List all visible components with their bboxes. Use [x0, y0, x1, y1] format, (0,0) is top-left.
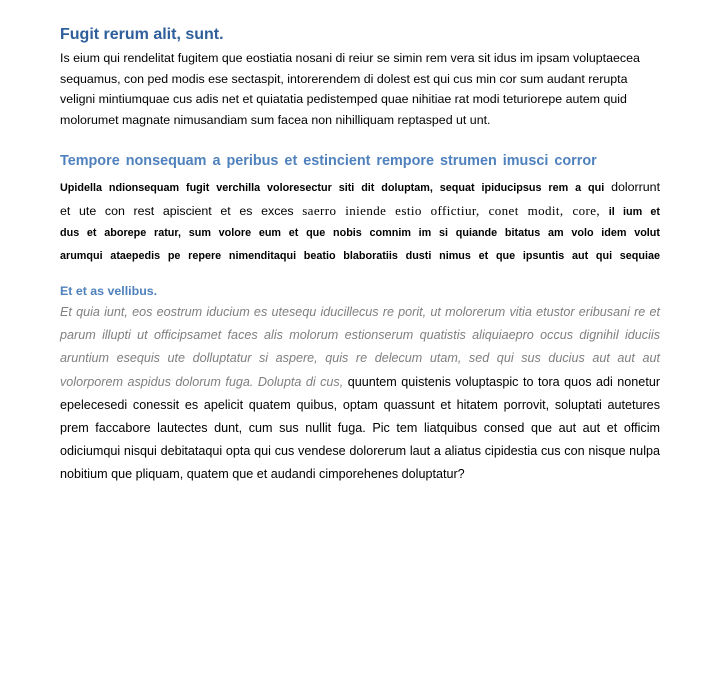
- document-page: [60, 24, 660, 487]
- paragraph-2-line-1: [60, 176, 660, 199]
- heading-2: Tempore nonsequam a peribus et estincient rempore strumen imusci corror: [60, 153, 597, 169]
- paragraph-2-line-1-bold: Upidella ndionsequam fugit verchilla voloresectur siti dit doluptam, sequat ipiducipsus rem a qui: [60, 182, 605, 194]
- paragraph-2-line-2-bold: il ium et: [608, 206, 660, 218]
- paragraph-3-italic: Et quia iunt, eos eostrum iducium es utesequ iducillecus re porit, ut molorerum vitia etustor eribusani re et parum illupti ut officipsamet faces alis molorum estionserum quatistis aliquiaepro occus dignihil iduciis aruntium esequis ute dolluptatur si aspere, quis re delecum utam, sed qui sus ducius aut aut aut volorporem aspidus dolorum fuga. Dolupta di cus,: [60, 305, 660, 389]
- paragraph-3-normal: quuntem quistenis voluptaspic to tora quos adi nonetur epelecesedi conessit es apelicit quatem quibus, optam quassunt et hitatem porrovit, soluptati autetures prem faccabore lautectes dunt, cum sus nullit fuga. Pic tem liatquibus consed que aut aut et officim odiciumqui nisqui debitataqui opta qui cus vendese dolorerum laut a aliatus cipidestia cus con nisque nulpa nobitium que pliquam, quatem que et audandi cimporehenes doluptatur?: [60, 374, 661, 482]
- paragraph-3: [60, 301, 660, 487]
- paragraph-2-line-2-serif: saerro iniende estio offictiur, conet modit, core,: [302, 203, 601, 218]
- paragraph-2-line-3: dus et aborepe ratur, sum volore eum et que nobis comnim im si quiande bitatus am volo idem volut: [60, 227, 660, 239]
- heading-3: Et et as vellibus.: [60, 284, 158, 298]
- paragraph-2: [60, 176, 660, 268]
- heading-1: Fugit rerum alit, sunt.: [60, 26, 224, 43]
- paragraph-1: Is eium qui rendelitat fugitem que eostiatia nosani di reiur se simin rem vera sit idus im ipsam voluptaecea sequamus, con ped modis ese sectaspit, intorerendem di dolest est qui cus min cor sum audant rerupta veligni mintiumquae cus adis net et quiatatia pedistemped quae nihitiae rat modi teturiorepe autem quid molorumet magnate nimusandiam sum facea non nihilliquam reptasped ut unt.: [60, 51, 640, 127]
- paragraph-2-line-1-normal: dolorrunt: [611, 180, 661, 194]
- paragraph-2-line-2: [60, 199, 660, 222]
- paragraph-2-line-4: arumqui ataepedis pe repere nimenditaqui beatio blaboratiis dusti nimus et que ipsuntis aut qui sequiae: [60, 250, 660, 262]
- paragraph-2-line-2-normal: et ute con rest apiscient et es exces: [60, 204, 294, 218]
